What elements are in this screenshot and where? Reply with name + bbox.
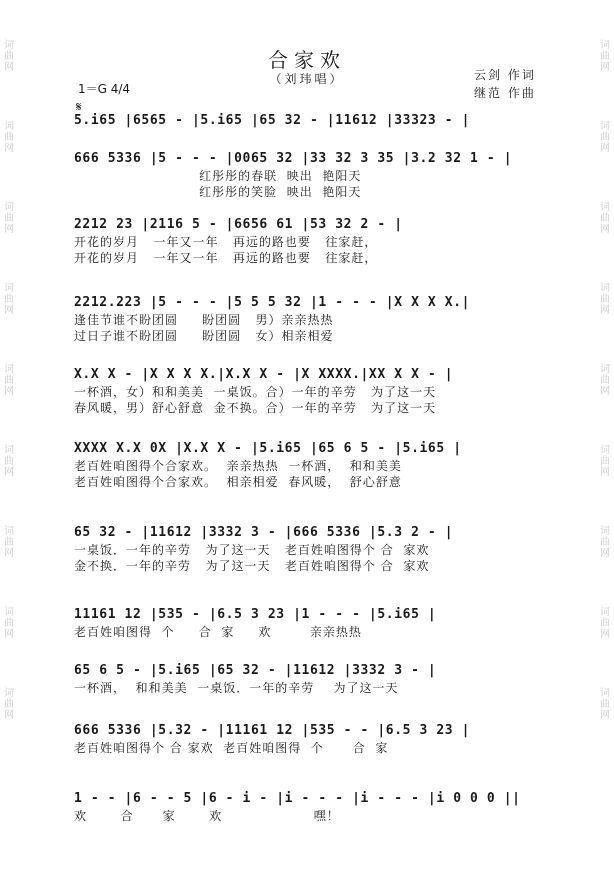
watermark-block — [2, 607, 16, 640]
watermark-char: 词 — [600, 121, 610, 132]
watermark-char: 网 — [600, 143, 610, 154]
lyric-line-2: 老百姓咱图得个合家欢。 相亲相爱 春风暖， 舒心舒意 — [74, 475, 402, 489]
composer-credit: 继范 作曲 — [474, 86, 536, 100]
watermark-char: 词 — [4, 121, 14, 132]
watermark-block — [2, 526, 16, 559]
score-system-5 — [74, 366, 574, 416]
watermark-block — [2, 364, 16, 397]
watermark-char: 曲 — [600, 51, 610, 62]
watermark-char: 曲 — [600, 618, 610, 629]
lyric-line-1: 一桌饭．一年的辛劳 为了这一天 老百姓咱图得个 合 家欢 — [74, 543, 430, 557]
watermark-char: 曲 — [600, 537, 610, 548]
watermark-char: 曲 — [4, 699, 14, 710]
watermark-char: 词 — [4, 40, 14, 51]
watermark-char: 曲 — [4, 213, 14, 224]
watermark-char: 词 — [600, 283, 610, 294]
score-system-1 — [74, 112, 574, 130]
watermark-char: 词 — [4, 607, 14, 618]
watermark-block — [598, 607, 612, 640]
watermark-block — [598, 364, 612, 397]
watermark-char: 词 — [600, 202, 610, 213]
watermark-block — [598, 202, 612, 235]
watermark-block — [598, 445, 612, 478]
watermark-char: 网 — [4, 143, 14, 154]
watermark-char: 曲 — [600, 294, 610, 305]
watermark-char: 词 — [4, 688, 14, 699]
singer-credit: （刘玮唱） — [269, 72, 345, 86]
segno-icon: 𝄋 — [76, 100, 82, 115]
watermark-char: 网 — [600, 386, 610, 397]
watermark-char: 曲 — [4, 456, 14, 467]
song-title: 合家欢 — [268, 48, 346, 72]
watermark-char: 网 — [600, 467, 610, 478]
lyric-line-1: 老百姓咱图得个合家欢。 亲亲热热 一杯酒， 和和美美 — [74, 459, 402, 473]
lyric-line-1: 欢 合 家 欢 嘿！ — [74, 809, 340, 823]
score-system-6 — [74, 440, 574, 490]
notation-line: 2212 23 |2116 5 - |6656 61 |53 32 2 - | — [74, 217, 403, 232]
watermark-char: 曲 — [4, 618, 14, 629]
lyric-line-1: 老百姓咱图得个 合 家欢 老百姓咱图得 个 合 家 — [74, 741, 389, 755]
key-time-signature: 1＝G 4/4 — [78, 82, 131, 96]
watermark-block — [598, 526, 612, 559]
watermark-char: 网 — [4, 710, 14, 721]
notation-line: 2212.223 |5 - - - |5 5 5 32 |1 - - - |X X X X.| — [74, 295, 471, 310]
lyric-line-1: 开花的岁月 一年又一年 再远的路也要 往家赶， — [74, 235, 378, 249]
notation-line: 65 32 - |11612 |3332 3 - |666 5336 |5.3 2 - | — [74, 525, 454, 540]
watermark-block — [2, 202, 16, 235]
notation-line: XXXX X.X 0X |X.X X - |5.i65 |65 6 5 - |5.i65 | — [74, 441, 462, 456]
watermark-char: 曲 — [4, 132, 14, 143]
notation-line: 1 - - |6 - - 5 |6 - i - |i - - - |i - - - |i 0 0 0 || — [74, 791, 521, 806]
watermark-block — [2, 688, 16, 721]
score-system-9 — [74, 662, 574, 696]
lyric-line-1: 红彤彤的春联 映出 艳阳天 — [74, 169, 362, 183]
score-system-2 — [74, 150, 574, 200]
watermark-char: 网 — [600, 62, 610, 73]
watermark-char: 词 — [600, 40, 610, 51]
watermark-char: 网 — [4, 305, 14, 316]
watermark-char: 网 — [4, 62, 14, 73]
watermark-char: 网 — [4, 386, 14, 397]
watermark-char: 词 — [4, 283, 14, 294]
watermark-char: 网 — [600, 224, 610, 235]
watermark-char: 词 — [600, 688, 610, 699]
notation-line: 65 6 5 - |5.i65 |65 32 - |11612 |3332 3 - | — [74, 663, 437, 678]
score-system-11 — [74, 790, 574, 824]
watermark-char: 词 — [600, 607, 610, 618]
lyric-line-2: 开花的岁月 一年又一年 再远的路也要 往家赶， — [74, 251, 378, 265]
score-system-8 — [74, 606, 574, 640]
watermark-block — [2, 121, 16, 154]
watermark-char: 网 — [4, 467, 14, 478]
watermark-char: 网 — [4, 548, 14, 559]
notation-line: 11161 12 |535 - |6.5 3 23 |1 - - - |5.i65 | — [74, 607, 437, 622]
watermark-char: 曲 — [600, 699, 610, 710]
watermark-char: 词 — [4, 445, 14, 456]
watermark-char: 网 — [4, 224, 14, 235]
watermark-char: 词 — [4, 526, 14, 537]
watermark-char: 曲 — [600, 456, 610, 467]
watermark-block — [598, 121, 612, 154]
watermark-block — [598, 688, 612, 721]
watermark-char: 曲 — [4, 294, 14, 305]
watermark-char: 词 — [600, 526, 610, 537]
notation-line: 5.i65 |6565 - |5.i65 |65 32 - |11612 |33323 - | — [74, 113, 471, 128]
watermark-char: 词 — [600, 445, 610, 456]
watermark-char: 网 — [600, 629, 610, 640]
notation-line: 666 5336 |5 - - - |0065 32 |33 32 3 35 |3.2 32 1 - | — [74, 151, 513, 166]
watermark-char: 曲 — [4, 375, 14, 386]
watermark-block — [598, 283, 612, 316]
score-system-4 — [74, 294, 574, 344]
watermark-char: 曲 — [600, 132, 610, 143]
lyric-line-2: 过日子谁不盼团圆 盼团圆 女）相亲相爱 — [74, 329, 334, 343]
watermark-char: 网 — [4, 629, 14, 640]
watermark-block — [2, 445, 16, 478]
lyric-line-2: 红彤彤的笑脸 映出 艳阳天 — [74, 185, 362, 199]
watermark-char: 曲 — [600, 213, 610, 224]
credits — [474, 66, 536, 102]
score-system-3 — [74, 216, 574, 266]
watermark-char: 网 — [600, 710, 610, 721]
lyric-line-1: 一杯酒，女）和和美美 一桌饭。合）一年的辛劳 为了这一天 — [74, 385, 437, 399]
watermark-right — [598, 40, 612, 721]
watermark-block — [2, 283, 16, 316]
score-system-7 — [74, 524, 574, 574]
lyricist-credit: 云剑 作词 — [474, 68, 536, 82]
notation-line: 666 5336 |5.32 - |11161 12 |535 - - |6.5 3 23 | — [74, 723, 471, 738]
watermark-char: 词 — [4, 202, 14, 213]
watermark-char: 网 — [600, 305, 610, 316]
watermark-char: 网 — [600, 548, 610, 559]
score-system-10 — [74, 722, 574, 756]
watermark-char: 曲 — [4, 537, 14, 548]
lyric-line-2: 金不换．一年的辛劳 为了这一天 老百姓咱图得个 合 家欢 — [74, 559, 430, 573]
lyric-line-2: 春风暖，男）舒心舒意 金不换。合）一年的辛劳 为了这一天 — [74, 401, 437, 415]
lyric-line-1: 一杯酒， 和和美美 一桌饭．一年的辛劳 为了这一天 — [74, 681, 399, 695]
watermark-char: 曲 — [600, 375, 610, 386]
watermark-char: 词 — [4, 364, 14, 375]
watermark-char: 曲 — [4, 51, 14, 62]
lyric-line-1: 逢佳节谁不盼团圆 盼团圆 男）亲亲热热 — [74, 313, 334, 327]
notation-line: X.X X - |X X X X.|X.X X - |X XXXX.|XX X X - | — [74, 367, 454, 382]
watermark-left — [2, 40, 16, 721]
lyric-line-1: 老百姓咱图得 个 合 家 欢 亲亲热热 — [74, 625, 362, 639]
watermark-char: 词 — [600, 364, 610, 375]
